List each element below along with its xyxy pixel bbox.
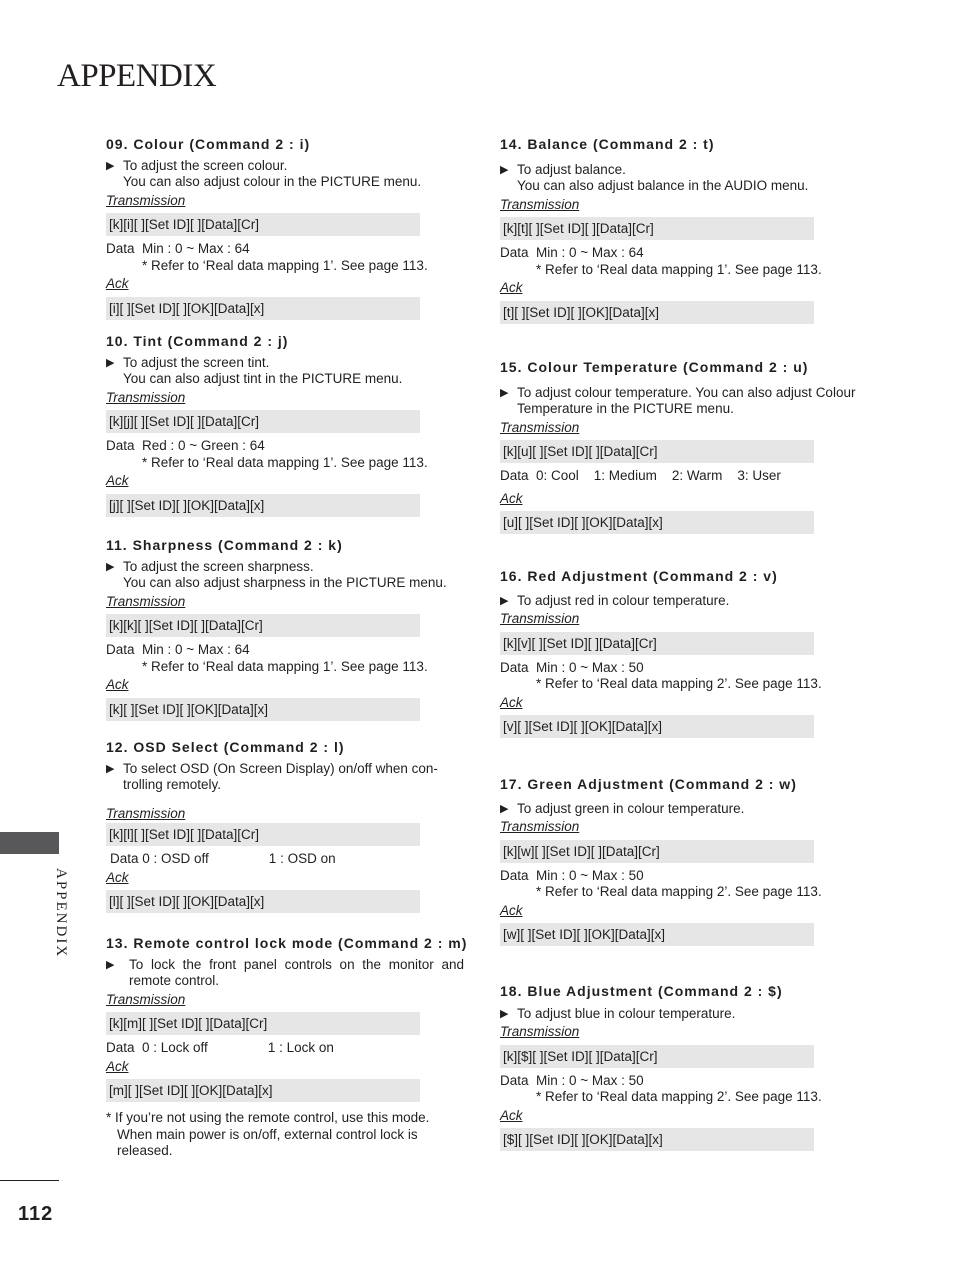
transmission-label: Transmission [106, 593, 186, 609]
ack-code: [t][ ][Set ID][ ][OK][Data][x] [500, 301, 814, 324]
section-green-adjustment [500, 776, 822, 951]
section-description [500, 801, 822, 818]
transmission-code: [k][v][ ][Set ID][ ][Data][Cr] [500, 632, 814, 655]
description-line: To adjust the screen tint. [123, 354, 270, 370]
data-range: Data Min : 0 ~ Max : 50 [500, 867, 644, 883]
data-mapping-note: * Refer to ‘Real data mapping 1’. See page 113. [142, 454, 428, 470]
description-line: To adjust the screen colour. [123, 157, 288, 173]
transmission-code: [k][l][ ][Set ID][ ][Data][Cr] [106, 823, 420, 846]
ack-label: Ack [106, 276, 129, 291]
transmission-code: [k][j][ ][Set ID][ ][Data][Cr] [106, 410, 420, 433]
section-heading: 15. Colour Temperature (Command 2 : u) [500, 359, 809, 375]
transmission-code: [k][m][ ][Set ID][ ][Data][Cr] [106, 1012, 420, 1035]
data-mapping-note: * Refer to ‘Real data mapping 2’. See page 113. [536, 884, 822, 899]
section-colour [106, 136, 428, 325]
section-description [106, 957, 464, 990]
description-line: remote control. [129, 973, 220, 988]
ack-label: Ack [500, 280, 523, 295]
data-values: Data 0: Cool 1: Medium 2: Warm 3: User [500, 468, 781, 483]
transmission-label: Transmission [500, 196, 580, 212]
data-range: Data Min : 0 ~ Max : 64 [106, 241, 250, 256]
bullet-arrow-icon: ▶ [500, 594, 509, 607]
bullet-arrow-icon: ▶ [106, 762, 115, 775]
ack-label: Ack [106, 1058, 129, 1074]
section-heading: 13. Remote control lock mode (Command 2 : m) [106, 935, 468, 951]
bullet-arrow-icon: ▶ [106, 560, 115, 573]
transmission-label: Transmission [106, 192, 186, 208]
section-description [106, 158, 428, 191]
page-title: APPENDIX [57, 58, 217, 94]
description-line: To lock the front panel controls on the monitor and [129, 956, 464, 972]
footnote-line: released. [117, 1143, 173, 1158]
data-range: Data Min : 0 ~ Max : 64 [500, 245, 644, 260]
bullet-arrow-icon: ▶ [106, 958, 115, 971]
transmission-code: [k][k][ ][Set ID][ ][Data][Cr] [106, 614, 420, 637]
data-mapping-note: * Refer to ‘Real data mapping 2’. See page 113. [536, 676, 822, 691]
section-heading: 18. Blue Adjustment (Command 2 : $) [500, 983, 783, 999]
description-line: To adjust red in colour temperature. [517, 592, 730, 608]
sidebar-section-label: APPENDIX [53, 868, 69, 959]
description-line: You can also adjust tint in the PICTURE menu. [123, 371, 403, 386]
bullet-arrow-icon: ▶ [106, 356, 115, 369]
ack-label: Ack [500, 1107, 523, 1123]
data-range: Data Min : 0 ~ Max : 50 [500, 1072, 644, 1088]
section-osd-select [106, 739, 438, 918]
data-mapping-note: * Refer to ‘Real data mapping 1’. See page 113. [142, 257, 428, 273]
section-balance [500, 136, 822, 329]
section-description [500, 593, 822, 610]
transmission-label: Transmission [500, 419, 580, 435]
bullet-arrow-icon: ▶ [500, 386, 509, 399]
section-description [106, 355, 428, 388]
section-description [500, 162, 822, 195]
description-line: To adjust blue in colour temperature. [517, 1005, 736, 1021]
section-remote-lock [106, 935, 467, 1160]
ack-code: [k][ ][Set ID][ ][OK][Data][x] [106, 698, 420, 721]
ack-label: Ack [106, 869, 129, 885]
ack-code: [$][ ][Set ID][ ][OK][Data][x] [500, 1128, 814, 1151]
section-heading: 11. Sharpness (Command 2 : k) [106, 537, 343, 553]
description-line: You can also adjust colour in the PICTURE menu. [123, 174, 422, 189]
section-description [106, 559, 447, 592]
ack-label: Ack [500, 694, 523, 710]
page-number: 112 [18, 1203, 54, 1225]
bullet-arrow-icon: ▶ [106, 159, 115, 172]
data-range: Data Red : 0 ~ Green : 64 [106, 438, 265, 453]
transmission-code: [k][w][ ][Set ID][ ][Data][Cr] [500, 840, 814, 863]
section-heading: 10. Tint (Command 2 : j) [106, 333, 289, 349]
transmission-label: Transmission [106, 389, 186, 405]
transmission-label: Transmission [500, 611, 580, 626]
section-description [106, 761, 438, 794]
ack-label: Ack [500, 902, 523, 918]
description-line: You can also adjust sharpness in the PICTURE menu. [123, 575, 447, 590]
bullet-arrow-icon: ▶ [500, 802, 509, 815]
description-line: trolling remotely. [123, 777, 222, 792]
description-line: To adjust colour temperature. You can also adjust Colour [517, 384, 856, 400]
ack-code: [u][ ][Set ID][ ][OK][Data][x] [500, 511, 814, 534]
transmission-label: Transmission [106, 805, 186, 821]
section-description [500, 1006, 822, 1023]
bullet-arrow-icon: ▶ [500, 163, 509, 176]
section-blue-adjustment [500, 983, 822, 1156]
description-line: To select OSD (On Screen Display) on/off when con- [123, 760, 438, 776]
section-tint [106, 333, 428, 522]
description-line: You can also adjust balance in the AUDIO menu. [517, 178, 809, 193]
section-red-adjustment [500, 568, 822, 743]
description-line: Temperature in the PICTURE menu. [517, 401, 734, 416]
section-sharpness [106, 537, 447, 726]
data-mapping-note: * Refer to ‘Real data mapping 2’. See page 113. [536, 1089, 822, 1104]
transmission-label: Transmission [500, 819, 580, 834]
section-colour-temperature [500, 359, 880, 539]
ack-code: [l][ ][Set ID][ ][OK][Data][x] [106, 890, 420, 913]
ack-label: Ack [500, 490, 523, 506]
ack-label: Ack [106, 677, 129, 692]
data-range: Data Min : 0 ~ Max : 50 [500, 659, 644, 675]
transmission-code: [k][u][ ][Set ID][ ][Data][Cr] [500, 440, 814, 463]
data-mapping-note: * Refer to ‘Real data mapping 1’. See page 113. [536, 261, 822, 277]
side-tab-marker [0, 832, 59, 854]
data-mapping-note: * Refer to ‘Real data mapping 1’. See page 113. [142, 658, 428, 674]
transmission-code: [k][i][ ][Set ID][ ][Data][Cr] [106, 213, 420, 236]
transmission-label: Transmission [500, 1024, 580, 1039]
ack-label: Ack [106, 473, 129, 488]
footnote [106, 1110, 452, 1160]
transmission-code: [k][$][ ][Set ID][ ][Data][Cr] [500, 1045, 814, 1068]
section-heading: 12. OSD Select (Command 2 : l) [106, 739, 345, 755]
ack-code: [v][ ][Set ID][ ][OK][Data][x] [500, 715, 814, 738]
section-heading: 14. Balance (Command 2 : t) [500, 136, 715, 152]
section-description [500, 385, 880, 418]
ack-code: [i][ ][Set ID][ ][OK][Data][x] [106, 297, 420, 320]
description-line: To adjust green in colour temperature. [517, 800, 745, 816]
section-heading: 17. Green Adjustment (Command 2 : w) [500, 776, 797, 792]
data-values: Data 0 : Lock off 1 : Lock on [106, 1040, 334, 1055]
description-line: To adjust the screen sharpness. [123, 558, 314, 574]
ack-code: [m][ ][Set ID][ ][OK][Data][x] [106, 1079, 420, 1102]
ack-code: [w][ ][Set ID][ ][OK][Data][x] [500, 923, 814, 946]
transmission-code: [k][t][ ][Set ID][ ][Data][Cr] [500, 217, 814, 240]
section-heading: 09. Colour (Command 2 : i) [106, 136, 311, 152]
data-values: Data 0 : OSD off 1 : OSD on [110, 851, 336, 866]
ack-code: [j][ ][Set ID][ ][OK][Data][x] [106, 494, 420, 517]
footer-divider [0, 1180, 59, 1181]
bullet-arrow-icon: ▶ [500, 1007, 509, 1020]
description-line: To adjust balance. [517, 161, 626, 177]
section-heading: 16. Red Adjustment (Command 2 : v) [500, 568, 778, 584]
transmission-label: Transmission [106, 991, 186, 1007]
data-range: Data Min : 0 ~ Max : 64 [106, 642, 250, 657]
footnote-line: When main power is on/off, external control lock is [117, 1126, 418, 1142]
footnote-line: * If you’re not using the remote control, use this mode. [106, 1110, 430, 1125]
